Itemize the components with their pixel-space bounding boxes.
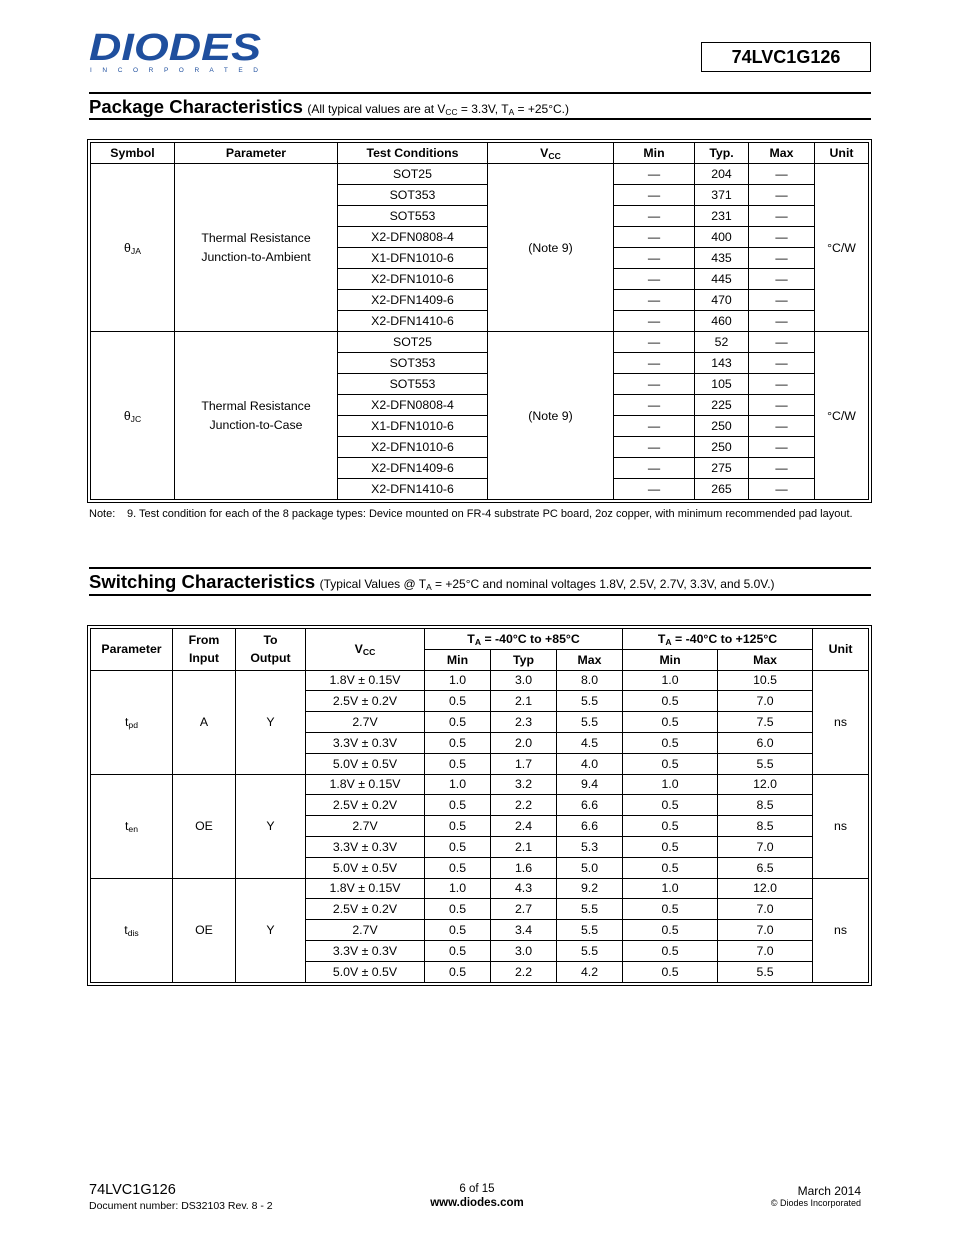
max-cell: 5.5 bbox=[557, 940, 623, 961]
min-cell: 1.0 bbox=[425, 774, 491, 795]
min-cell: 0.5 bbox=[425, 857, 491, 878]
min-cell: — bbox=[614, 227, 695, 248]
col-header-from-input: From Input bbox=[173, 629, 236, 671]
test-condition-cell: X2-DFN1409-6 bbox=[338, 458, 488, 479]
max-cell: — bbox=[749, 185, 815, 206]
col-header-parameter: Parameter bbox=[175, 143, 338, 164]
min-cell: — bbox=[614, 311, 695, 332]
typ-cell: 460 bbox=[695, 311, 749, 332]
switching-section-title bbox=[89, 571, 775, 593]
table-header-row bbox=[91, 629, 869, 650]
table-row bbox=[91, 332, 869, 353]
test-condition-cell: X2-DFN1409-6 bbox=[338, 290, 488, 311]
max-cell: 4.5 bbox=[557, 732, 623, 753]
min-125-cell: 0.5 bbox=[623, 857, 718, 878]
max-125-cell: 5.5 bbox=[718, 753, 813, 774]
min-125-cell: 1.0 bbox=[623, 670, 718, 691]
min-cell: — bbox=[614, 185, 695, 206]
package-subtitle: (All typical values are at $V_{CC} = 3.3V$, $T_A = +25^\circ C$.) bbox=[307, 102, 569, 117]
parameter-sub: en bbox=[128, 824, 138, 835]
max-cell: 4.2 bbox=[557, 961, 623, 982]
col-header-vcc: $V_{CC}$ bbox=[488, 143, 614, 164]
min-cell: 0.5 bbox=[425, 691, 491, 712]
test-condition-cell: X2-DFN1010-6 bbox=[338, 437, 488, 458]
symbol-main: θ bbox=[124, 240, 131, 255]
max-125-cell: 7.0 bbox=[718, 836, 813, 857]
max-cell: — bbox=[749, 269, 815, 290]
min-125-cell: 0.5 bbox=[623, 836, 718, 857]
typ-cell: 2.1 bbox=[491, 836, 557, 857]
vcc-cell: 1.8V ± 0.15V bbox=[306, 878, 425, 899]
vcc-cell: 2.5V ± 0.2V bbox=[306, 691, 425, 712]
col-header-range-85: $T_A = -40^\circ C$ to +85°C bbox=[425, 629, 623, 650]
vcc-cell: 5.0V ± 0.5V bbox=[306, 753, 425, 774]
from-input-cell: OE bbox=[173, 774, 236, 878]
typ-cell: 1.6 bbox=[491, 857, 557, 878]
max-cell: 9.4 bbox=[557, 774, 623, 795]
min-cell: — bbox=[614, 416, 695, 437]
max-cell: — bbox=[749, 311, 815, 332]
unit-cell: °C/W bbox=[815, 332, 869, 500]
min-cell: 0.5 bbox=[425, 753, 491, 774]
parameter-main: t bbox=[125, 715, 129, 730]
part-number: 74LVC1G126 bbox=[731, 46, 841, 67]
switching-title: Switching Characteristics bbox=[89, 571, 316, 592]
min-cell: — bbox=[614, 206, 695, 227]
typ-cell: 143 bbox=[695, 353, 749, 374]
to-output-cell: Y bbox=[236, 878, 306, 982]
vcc-cell: 5.0V ± 0.5V bbox=[306, 961, 425, 982]
max-cell: — bbox=[749, 374, 815, 395]
col-header-typ: Typ bbox=[491, 649, 557, 670]
to-output-cell: Y bbox=[236, 774, 306, 878]
max-125-cell: 10.5 bbox=[718, 670, 813, 691]
max-cell: — bbox=[749, 437, 815, 458]
min-cell: — bbox=[614, 395, 695, 416]
col-header-min: Min bbox=[614, 143, 695, 164]
min-125-cell: 0.5 bbox=[623, 920, 718, 941]
package-section-title bbox=[89, 96, 569, 118]
package-note bbox=[89, 508, 853, 520]
max-125-cell: 5.5 bbox=[718, 961, 813, 982]
vcc-cell: 2.7V bbox=[306, 920, 425, 941]
switching-subtitle: (Typical Values @ $T_A = +25^\circ C$ and nominal voltages 1.8V, 2.5V, 2.7V, 3.3V, and 5.0V.) bbox=[319, 577, 775, 592]
max-125-cell: 7.0 bbox=[718, 940, 813, 961]
parameter-cell bbox=[91, 878, 173, 982]
test-condition-cell: SOT553 bbox=[338, 374, 488, 395]
symbol-cell bbox=[91, 332, 175, 500]
min-cell: 0.5 bbox=[425, 732, 491, 753]
max-cell: — bbox=[749, 164, 815, 185]
max-cell: — bbox=[749, 227, 815, 248]
vcc-cell: 2.7V bbox=[306, 712, 425, 733]
min-125-cell: 0.5 bbox=[623, 961, 718, 982]
max-cell: — bbox=[749, 479, 815, 500]
min-cell: 0.5 bbox=[425, 712, 491, 733]
max-cell: 6.6 bbox=[557, 816, 623, 837]
test-condition-cell: X2-DFN1410-6 bbox=[338, 479, 488, 500]
symbol-cell bbox=[91, 164, 175, 332]
footer-copyright: © Diodes Incorporated bbox=[770, 1198, 861, 1208]
test-condition-cell: X2-DFN1410-6 bbox=[338, 311, 488, 332]
footer-part-number: 74LVC1G126 bbox=[89, 1182, 176, 1198]
typ-cell: 470 bbox=[695, 290, 749, 311]
min-cell: — bbox=[614, 374, 695, 395]
test-condition-cell: X2-DFN0808-4 bbox=[338, 395, 488, 416]
test-condition-cell: X2-DFN1010-6 bbox=[338, 269, 488, 290]
symbol-sub: JA bbox=[130, 245, 141, 256]
footer-date: March 2014 bbox=[797, 1184, 861, 1198]
vcc-cell: 1.8V ± 0.15V bbox=[306, 670, 425, 691]
typ-cell: 3.2 bbox=[491, 774, 557, 795]
typ-cell: 2.2 bbox=[491, 795, 557, 816]
table-row bbox=[91, 878, 869, 899]
max-125-cell: 6.0 bbox=[718, 732, 813, 753]
min-cell: 0.5 bbox=[425, 961, 491, 982]
test-condition-cell: SOT25 bbox=[338, 164, 488, 185]
col-header-to-output: To Output bbox=[236, 629, 306, 671]
table-header-row bbox=[91, 143, 869, 164]
min-cell: 1.0 bbox=[425, 670, 491, 691]
col-header-max-125: Max bbox=[718, 649, 813, 670]
max-cell: 5.5 bbox=[557, 920, 623, 941]
table-row bbox=[91, 670, 869, 691]
max-cell: 8.0 bbox=[557, 670, 623, 691]
logo-wordmark: DIODES bbox=[89, 30, 261, 69]
table-row bbox=[91, 774, 869, 795]
from-input-cell: A bbox=[173, 670, 236, 774]
parameter-cell bbox=[91, 670, 173, 774]
vcc-cell: (Note 9) bbox=[488, 332, 614, 500]
footer-page-number: 6 of 15 bbox=[459, 1183, 495, 1195]
max-125-cell: 6.5 bbox=[718, 857, 813, 878]
min-cell: — bbox=[614, 269, 695, 290]
min-cell: — bbox=[614, 458, 695, 479]
diodes-logo bbox=[89, 30, 267, 74]
typ-cell: 2.4 bbox=[491, 816, 557, 837]
min-cell: — bbox=[614, 332, 695, 353]
typ-cell: 250 bbox=[695, 416, 749, 437]
max-125-cell: 7.0 bbox=[718, 691, 813, 712]
typ-cell: 2.7 bbox=[491, 899, 557, 920]
max-125-cell: 7.5 bbox=[718, 712, 813, 733]
max-cell: 4.0 bbox=[557, 753, 623, 774]
package-title: Package Characteristics bbox=[89, 96, 303, 117]
symbol-main: θ bbox=[123, 408, 131, 423]
max-cell: 5.5 bbox=[557, 899, 623, 920]
min-125-cell: 0.5 bbox=[623, 816, 718, 837]
max-cell: — bbox=[749, 458, 815, 479]
max-cell: — bbox=[749, 206, 815, 227]
section-rule-top bbox=[89, 92, 871, 94]
typ-cell: 1.7 bbox=[491, 753, 557, 774]
parameter-sub: pd bbox=[128, 720, 138, 731]
typ-cell: 4.3 bbox=[491, 878, 557, 899]
parameter-line: Thermal Resistance bbox=[201, 230, 311, 245]
typ-cell: 2.2 bbox=[491, 961, 557, 982]
col-header-vcc: $V_{CC}$ bbox=[306, 629, 425, 671]
parameter-line: Thermal Resistance bbox=[201, 398, 311, 413]
min-cell: 0.5 bbox=[425, 899, 491, 920]
vcc-cell: 1.8V ± 0.15V bbox=[306, 774, 425, 795]
min-cell: 0.5 bbox=[425, 940, 491, 961]
to-output-cell: Y bbox=[236, 670, 306, 774]
col-header-test-conditions: Test Conditions bbox=[338, 143, 488, 164]
test-condition-cell: X2-DFN0808-4 bbox=[338, 227, 488, 248]
note-text: 9. Test condition for each of the 8 package types: Device mounted on FR-4 substrate PC board, 2oz copper, with minimum recommended pad layout. bbox=[127, 508, 853, 520]
max-cell: 5.5 bbox=[557, 691, 623, 712]
part-number-box bbox=[701, 42, 871, 72]
col-header-range-125: $T_A = -40^\circ C$ to +125°C bbox=[623, 629, 813, 650]
parameter-main: t bbox=[124, 923, 128, 938]
parameter-cell bbox=[91, 774, 173, 878]
symbol-sub: JC bbox=[130, 413, 142, 424]
col-header-typ: Typ. bbox=[695, 143, 749, 164]
typ-cell: 250 bbox=[695, 437, 749, 458]
typ-cell: 204 bbox=[695, 164, 749, 185]
col-header-symbol: Symbol bbox=[91, 143, 175, 164]
min-cell: — bbox=[614, 290, 695, 311]
table-row bbox=[91, 164, 869, 185]
max-125-cell: 8.5 bbox=[718, 816, 813, 837]
switching-characteristics-table bbox=[90, 628, 869, 983]
test-condition-cell: SOT353 bbox=[338, 353, 488, 374]
typ-cell: 2.3 bbox=[491, 712, 557, 733]
note-label: Note: bbox=[89, 508, 116, 520]
min-125-cell: 1.0 bbox=[623, 774, 718, 795]
typ-cell: 3.4 bbox=[491, 920, 557, 941]
min-125-cell: 0.5 bbox=[623, 753, 718, 774]
min-125-cell: 0.5 bbox=[623, 712, 718, 733]
vcc-cell: 5.0V ± 0.5V bbox=[306, 857, 425, 878]
typ-cell: 371 bbox=[695, 185, 749, 206]
section-rule-bottom bbox=[89, 118, 871, 120]
unit-cell: ns bbox=[813, 878, 869, 982]
test-condition-cell: SOT553 bbox=[338, 206, 488, 227]
col-header-unit: Unit bbox=[813, 629, 869, 671]
max-125-cell: 8.5 bbox=[718, 795, 813, 816]
col-header-min: Min bbox=[425, 649, 491, 670]
max-125-cell: 7.0 bbox=[718, 920, 813, 941]
package-characteristics-table bbox=[90, 142, 869, 500]
min-125-cell: 1.0 bbox=[623, 878, 718, 899]
max-cell: 6.6 bbox=[557, 795, 623, 816]
unit-cell: ns bbox=[813, 670, 869, 774]
min-125-cell: 0.5 bbox=[623, 691, 718, 712]
min-cell: — bbox=[614, 437, 695, 458]
typ-cell: 275 bbox=[695, 458, 749, 479]
min-125-cell: 0.5 bbox=[623, 795, 718, 816]
unit-cell: ns bbox=[813, 774, 869, 878]
footer-website-link[interactable]: www.diodes.com bbox=[430, 1197, 524, 1209]
min-125-cell: 0.5 bbox=[623, 732, 718, 753]
typ-cell: 435 bbox=[695, 248, 749, 269]
section-rule-top bbox=[89, 567, 871, 569]
col-header-parameter: Parameter bbox=[91, 629, 173, 671]
min-cell: — bbox=[614, 353, 695, 374]
max-cell: — bbox=[749, 248, 815, 269]
max-cell: — bbox=[749, 395, 815, 416]
max-cell: 5.3 bbox=[557, 836, 623, 857]
col-header-unit: Unit bbox=[815, 143, 869, 164]
min-cell: 0.5 bbox=[425, 836, 491, 857]
typ-cell: 231 bbox=[695, 206, 749, 227]
typ-cell: 445 bbox=[695, 269, 749, 290]
vcc-cell: 2.5V ± 0.2V bbox=[306, 899, 425, 920]
min-cell: — bbox=[614, 479, 695, 500]
min-cell: 0.5 bbox=[425, 795, 491, 816]
parameter-cell bbox=[175, 164, 338, 332]
max-125-cell: 12.0 bbox=[718, 878, 813, 899]
test-condition-cell: X1-DFN1010-6 bbox=[338, 416, 488, 437]
vcc-cell: 3.3V ± 0.3V bbox=[306, 940, 425, 961]
typ-cell: 3.0 bbox=[491, 940, 557, 961]
parameter-line: Junction-to-Ambient bbox=[201, 249, 311, 264]
footer-document-number: Document number: DS32103 Rev. 8 - 2 bbox=[89, 1200, 273, 1212]
min-cell: — bbox=[614, 164, 695, 185]
parameter-main: t bbox=[125, 819, 129, 834]
col-header-max: Max bbox=[557, 649, 623, 670]
max-cell: — bbox=[749, 353, 815, 374]
unit-cell: °C/W bbox=[815, 164, 869, 332]
parameter-sub: dis bbox=[127, 928, 139, 939]
logo-subtext: I N C O R P O R A T E D bbox=[90, 67, 258, 74]
typ-cell: 2.0 bbox=[491, 732, 557, 753]
typ-cell: 400 bbox=[695, 227, 749, 248]
vcc-cell: 3.3V ± 0.3V bbox=[306, 732, 425, 753]
max-cell: 9.2 bbox=[557, 878, 623, 899]
max-cell: 5.0 bbox=[557, 857, 623, 878]
min-cell: 0.5 bbox=[425, 920, 491, 941]
col-header-min-125: Min bbox=[623, 649, 718, 670]
from-input-cell: OE bbox=[173, 878, 236, 982]
max-cell: — bbox=[749, 332, 815, 353]
typ-cell: 265 bbox=[695, 479, 749, 500]
test-condition-cell: X1-DFN1010-6 bbox=[338, 248, 488, 269]
vcc-cell: 3.3V ± 0.3V bbox=[306, 836, 425, 857]
typ-cell: 225 bbox=[695, 395, 749, 416]
vcc-cell: (Note 9) bbox=[488, 164, 614, 332]
section-rule-bottom bbox=[89, 594, 871, 596]
min-cell: 1.0 bbox=[425, 878, 491, 899]
max-125-cell: 12.0 bbox=[718, 774, 813, 795]
test-condition-cell: SOT25 bbox=[338, 332, 488, 353]
typ-cell: 3.0 bbox=[491, 670, 557, 691]
parameter-cell bbox=[175, 332, 338, 500]
min-cell: 0.5 bbox=[425, 816, 491, 837]
max-125-cell: 7.0 bbox=[718, 899, 813, 920]
vcc-cell: 2.7V bbox=[306, 816, 425, 837]
test-condition-cell: SOT353 bbox=[338, 185, 488, 206]
min-125-cell: 0.5 bbox=[623, 940, 718, 961]
typ-cell: 105 bbox=[695, 374, 749, 395]
max-cell: — bbox=[749, 290, 815, 311]
vcc-cell: 2.5V ± 0.2V bbox=[306, 795, 425, 816]
parameter-line: Junction-to-Case bbox=[209, 417, 303, 432]
min-cell: — bbox=[614, 248, 695, 269]
max-cell: — bbox=[749, 416, 815, 437]
min-125-cell: 0.5 bbox=[623, 899, 718, 920]
typ-cell: 52 bbox=[695, 332, 749, 353]
max-cell: 5.5 bbox=[557, 712, 623, 733]
col-header-max: Max bbox=[749, 143, 815, 164]
typ-cell: 2.1 bbox=[491, 691, 557, 712]
